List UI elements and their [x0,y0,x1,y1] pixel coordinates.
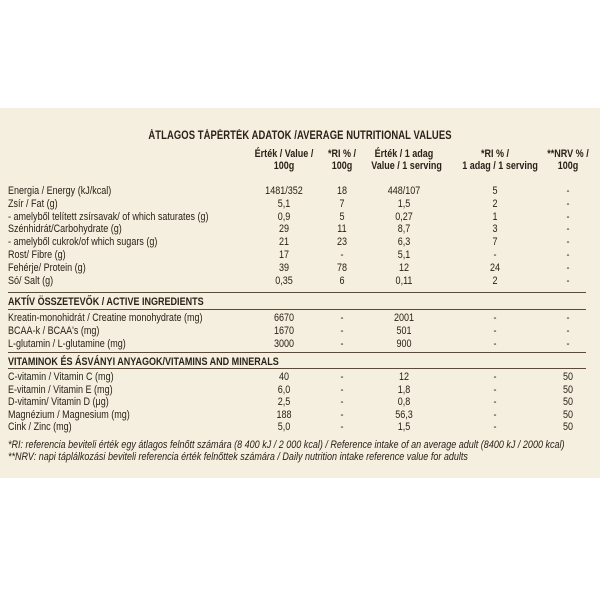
cell-ri-serving: 1 [492,210,498,223]
cell-nrv-100g: - [566,223,570,236]
vitamin-row [0,409,600,421]
cell-value-serving: 0,27 [395,210,413,223]
cell-ri-serving: 2 [492,197,498,210]
cell-ri-serving: - [493,324,497,337]
cell-value-100g: 1670 [273,324,295,337]
header-row-2 [0,160,600,172]
active-ingredient-row [0,338,600,350]
cell-nrv-100g: - [566,185,570,197]
header-ri-serving: *RI % / [480,148,510,160]
divider [8,352,586,353]
cell-label: BCAA-k / BCAA's (mg) [8,324,100,337]
cell-label: L-glutamin / L-glutamine (mg) [8,337,126,350]
cell-nrv-100g: - [566,337,570,350]
cell-label: Fehérje/ Protein (g) [8,261,86,274]
divider [8,309,586,310]
cell-ri-serving: - [493,337,497,350]
header-nrv-100g-unit: 100g [557,160,579,172]
cell-label: Szénhidrát/Carbohydrate (g) [8,223,122,236]
cell-nrv-100g: - [566,249,570,261]
cell-ri-100g: - [340,312,344,324]
cell-value-serving: 1,8 [397,383,411,396]
cell-value-100g: 29 [278,223,290,236]
cell-nrv-100g: - [566,261,570,274]
header-value-100g: Érték / Value / [254,148,314,160]
cell-nrv-100g: - [566,274,570,287]
header-nrv-100g: **NRV % / [547,148,589,160]
cell-value-100g: 39 [278,261,290,274]
cell-value-serving: 2001 [393,312,415,324]
cell-value-serving: 12 [398,371,410,383]
cell-ri-100g: 11 [337,223,347,236]
cell-value-100g: 5,0 [277,421,291,434]
cell-label: Energia / Energy (kJ/kcal) [8,185,112,197]
active-ingredient-row [0,325,600,337]
cell-value-100g: 6,0 [277,383,291,396]
header-value-serving-unit: Value / 1 serving [371,160,442,172]
cell-value-serving: 900 [396,337,412,350]
cell-nrv-100g: 50 [562,408,574,421]
cell-ri-serving: 3 [492,223,498,236]
header-ri-100g: *RI % / [327,148,357,160]
cell-value-100g: 188 [276,408,292,421]
cell-value-100g: 3000 [273,337,295,350]
cell-value-100g: 40 [278,371,290,383]
cell-ri-serving: - [493,371,497,383]
cell-ri-serving: 24 [489,261,501,274]
nutrition-label [0,108,600,478]
cell-ri-100g: 6 [339,274,345,287]
cell-ri-100g: 18 [336,185,348,197]
cell-label: Kreatin-monohidrát / Creatine monohydrate (mg) [8,312,203,324]
cell-value-serving: 501 [396,324,412,337]
cell-value-100g: 0,35 [275,274,293,287]
header-value-100g-unit: 100g [273,160,295,172]
cell-ri-serving: 5 [492,185,498,197]
nutrition-row [0,275,600,287]
cell-ri-serving: - [493,421,497,434]
vitamin-row [0,371,600,383]
cell-ri-100g: 78 [336,261,348,274]
cell-nrv-100g: - [566,312,570,324]
cell-value-serving: 5,1 [397,249,411,261]
nutrition-row [0,236,600,248]
header-ri-100g-unit: 100g [331,160,353,172]
nutrition-row [0,185,600,197]
nutrition-row [0,249,600,261]
cell-label: Cink / Zinc (mg) [8,421,72,434]
cell-nrv-100g: - [566,210,570,223]
cell-nrv-100g: - [566,197,570,210]
footnote-ri: *RI: referencia beviteli érték egy átlagos felnőtt számára (8 400 kJ / 2 000 kcal) / Reference intake of an average adult (8400 kJ / 2000 kcal) [8,439,565,451]
cell-value-serving: 1,5 [397,421,411,434]
cell-label: Zsír / Fat (g) [8,197,58,210]
cell-value-100g: 1481/352 [265,185,303,197]
cell-ri-serving: - [493,396,497,409]
cell-value-100g: 17 [278,249,290,261]
cell-label: E-vitamin / Vitamin E (mg) [8,383,113,396]
cell-ri-100g: - [340,396,344,409]
active-ingredient-row [0,312,600,324]
cell-value-100g: 2,5 [277,396,291,409]
cell-value-100g: 0,9 [277,210,291,223]
cell-ri-serving: - [493,312,497,324]
cell-ri-100g: - [340,371,344,383]
cell-label: Só/ Salt (g) [8,274,54,287]
cell-nrv-100g: 50 [562,371,574,383]
cell-ri-100g: - [340,408,344,421]
cell-label: - amelyből cukrok/of which sugars (g) [8,236,158,249]
cell-value-serving: 12 [398,261,410,274]
table-title: ÁTLAGOS TÁPÉRTÉK ADATOK /AVERAGE NUTRITIONAL VALUES [148,130,452,142]
divider [8,292,586,293]
cell-value-100g: 21 [278,236,290,249]
cell-value-serving: 8,7 [397,223,411,236]
cell-value-100g: 5,1 [277,197,291,210]
vitamin-row [0,396,600,408]
cell-value-serving: 0,11 [395,274,413,287]
cell-ri-100g: - [340,421,344,434]
cell-value-serving: 448/107 [387,185,421,197]
cell-ri-serving: 2 [492,274,498,287]
cell-ri-100g: 5 [339,210,345,223]
vitamin-row [0,384,600,396]
cell-label: - amelyből telített zsírsavak/ of which saturates (g) [8,210,209,223]
cell-value-serving: 6,3 [397,236,411,249]
vitamin-row [0,421,600,433]
footnote-nrv: **NRV: napi táplálkozási beviteli referencia érték felnőttek számára / Daily nutrition intake reference value for adults [8,451,468,463]
cell-ri-100g: - [340,249,344,261]
active-ingredients-heading: AKTÍV ÖSSZETEVŐK / ACTIVE INGREDIENTS [8,296,204,308]
cell-value-100g: 6670 [273,312,295,324]
cell-ri-100g: - [340,337,344,350]
cell-ri-100g: 7 [339,197,345,210]
cell-label: Rost/ Fibre (g) [8,249,66,261]
cell-label: Magnézium / Magnesium (mg) [8,408,130,421]
nutrition-row [0,198,600,210]
cell-value-serving: 0,8 [397,396,411,409]
cell-ri-serving: - [493,383,497,396]
cell-ri-serving: - [493,249,497,261]
nutrition-row [0,211,600,223]
cell-value-serving: 56,3 [395,408,413,421]
cell-ri-100g: - [340,324,344,337]
cell-nrv-100g: - [566,324,570,337]
cell-value-serving: 1,5 [397,197,411,210]
cell-label: D-vitamin/ Vitamin D (μg) [8,396,109,409]
cell-nrv-100g: - [566,236,570,249]
cell-nrv-100g: 50 [562,383,574,396]
cell-ri-100g: 23 [336,236,348,249]
nutrition-row [0,223,600,235]
cell-ri-serving: - [493,408,497,421]
cell-nrv-100g: 50 [562,421,574,434]
header-ri-serving-unit: 1 adag / 1 serving [462,160,538,172]
header-value-serving: Érték / 1 adag [374,148,434,160]
nutrition-row [0,262,600,274]
vitamins-minerals-heading: VITAMINOK ÉS ÁSVÁNYI ANYAGOK/VITAMINS AND MINERALS [8,356,279,368]
cell-nrv-100g: 50 [562,396,574,409]
cell-ri-serving: 7 [492,236,498,249]
cell-label: C-vitamin / Vitamin C (mg) [8,371,114,383]
divider [8,368,586,369]
cell-ri-100g: - [340,383,344,396]
header-row-1 [0,148,600,160]
